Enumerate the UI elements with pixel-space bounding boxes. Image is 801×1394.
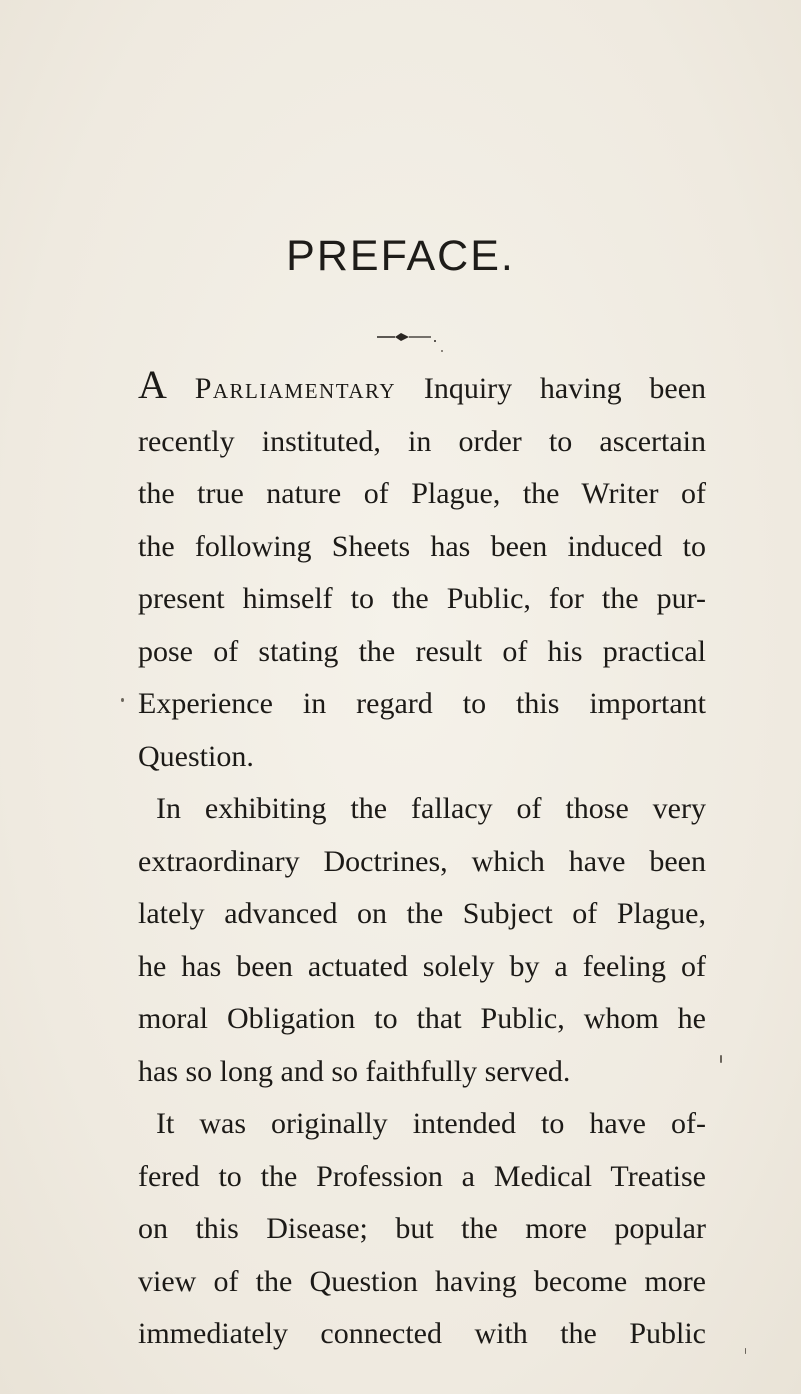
paper-speck <box>720 1055 722 1063</box>
text-line: view of the Question having become more <box>138 1264 706 1298</box>
text-line: recently instituted, in order to ascertain <box>138 424 706 458</box>
text-line: on this Disease; but the more popular <box>138 1212 706 1245</box>
preface-heading: PREFACE. <box>286 232 515 280</box>
text-line: fered to the Profession a Medical Treatise <box>138 1159 706 1193</box>
text-line: A Parliamentary Inquiry having been <box>138 362 707 407</box>
text-line: Question. <box>138 739 254 773</box>
text-line: It was originally intended to have of- <box>156 1107 706 1140</box>
text-line: lately advanced on the Subject of Plague, <box>138 897 706 930</box>
paper-speck <box>441 350 443 352</box>
text-line: moral Obligation to that Public, whom he <box>138 1002 706 1035</box>
preface-body <box>138 363 706 1361</box>
text-line: Experience in regard to this important <box>138 687 706 720</box>
small-caps-word: Parliamentary <box>194 372 397 405</box>
text-line: the true nature of Plague, the Writer of <box>138 477 706 510</box>
paper-speck <box>745 1348 746 1354</box>
text-line: the following Sheets has been induced to <box>138 529 706 563</box>
text-line: present himself to the Public, for the pur- <box>138 582 706 615</box>
text-line: he has been actuated solely by a feeling of <box>138 949 706 983</box>
text-line: has so long and so faithfully served. <box>138 1054 571 1088</box>
text-line: pose of stating the result of his practical <box>138 634 706 668</box>
rule-ornament-icon <box>375 330 437 344</box>
text-line: In exhibiting the fallacy of those very <box>156 792 706 825</box>
drop-cap: A <box>138 362 167 407</box>
text-line: extraordinary Doctrines, which have been <box>138 844 706 878</box>
paper-speck <box>121 698 124 702</box>
text-line: immediately connected with the Public <box>138 1317 706 1350</box>
